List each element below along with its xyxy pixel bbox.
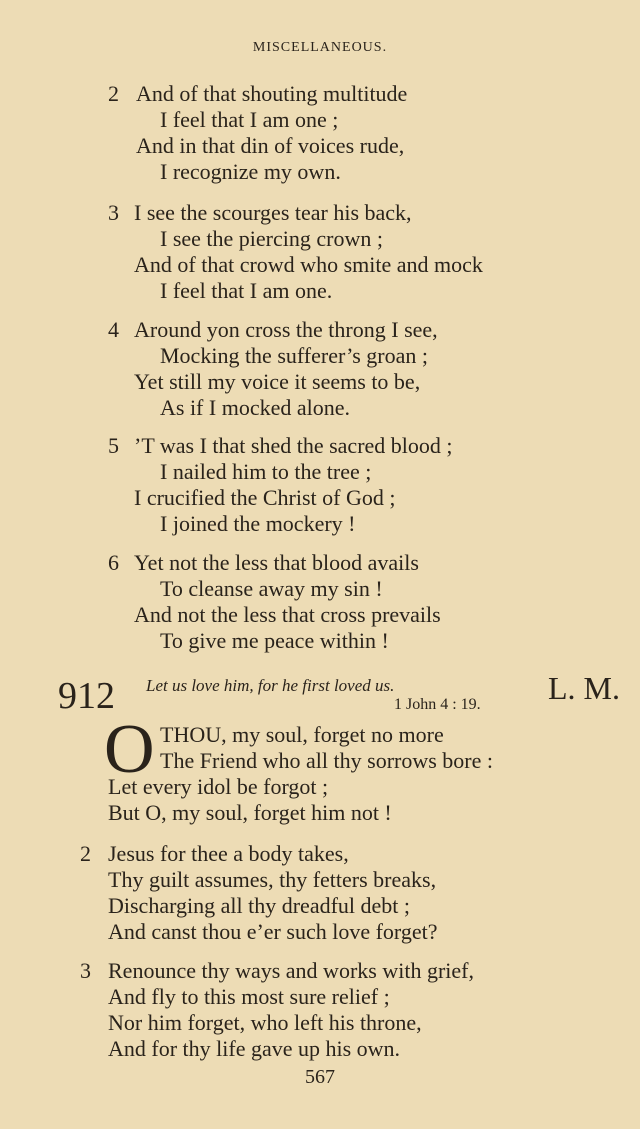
stanza-number: 3: [108, 200, 119, 225]
verse-line: And fly to this most sure relief ;: [108, 984, 390, 1009]
verse-line: Jesus for thee a body takes,: [108, 841, 349, 866]
verse-line: I feel that I am one.: [160, 278, 333, 303]
verse-line: And of that shouting multitude: [136, 81, 408, 106]
verse-line: I nailed him to the tree ;: [160, 459, 372, 484]
page-header: MISCELLANEOUS.: [252, 40, 388, 55]
verse-line: The Friend who all thy sorrows bore :: [160, 748, 493, 773]
verse-line: And not the less that cross prevails: [134, 602, 441, 627]
verse-line: As if I mocked alone.: [160, 395, 350, 420]
stanza-number: 2: [108, 81, 119, 106]
verse-line: I crucified the Christ of God ;: [134, 485, 396, 510]
verse-line: Let every idol be forgot ;: [108, 774, 329, 799]
page-number: 567: [305, 1066, 335, 1088]
stanza-number: 3: [80, 958, 91, 983]
verse-line: But O, my soul, forget him not !: [108, 800, 392, 825]
drop-cap: O: [104, 711, 155, 788]
verse-line: To give me peace within !: [160, 628, 389, 653]
verse-line: And for thy life gave up his own.: [108, 1036, 401, 1061]
verse-line: I see the piercing crown ;: [160, 226, 383, 251]
hymn-motto: Let us love him, for he first loved us.: [146, 676, 395, 695]
hymn-meter: L. M.: [548, 670, 620, 706]
verse-line: And of that crowd who smite and mock: [134, 252, 483, 277]
verse-line: THOU, my soul, forget no more: [160, 722, 444, 747]
scripture-reference: 1 John 4 : 19.: [394, 696, 481, 713]
verse-line: Yet still my voice it seems to be,: [134, 369, 421, 394]
verse-line: Discharging all thy dreadful debt ;: [108, 893, 411, 918]
verse-line: And in that din of voices rude,: [136, 133, 405, 158]
verse-line: To cleanse away my sin !: [160, 576, 383, 601]
verse-line: I recognize my own.: [160, 159, 341, 184]
verse-line: Nor him forget, who left his throne,: [108, 1010, 422, 1035]
stanza-number: 6: [108, 550, 119, 575]
verse-line: Mocking the sufferer’s groan ;: [160, 343, 429, 368]
verse-line: Yet not the less that blood avails: [134, 550, 419, 575]
verse-line: Renounce thy ways and works with grief,: [108, 958, 474, 983]
hymn-number: 912: [58, 675, 115, 717]
verse-line: Around yon cross the throng I see,: [134, 317, 438, 342]
stanza-number: 5: [108, 433, 119, 458]
verse-line: Thy guilt assumes, thy fetters breaks,: [108, 867, 437, 892]
verse-line: ’T was I that shed the sacred blood ;: [134, 433, 453, 458]
verse-line: I see the scourges tear his back,: [134, 200, 412, 225]
stanza-number: 2: [80, 841, 91, 866]
verse-line: And canst thou e’er such love forget?: [108, 919, 438, 944]
stanza-number: 4: [108, 317, 119, 342]
verse-line: I joined the mockery !: [160, 511, 356, 536]
verse-line: I feel that I am one ;: [160, 107, 339, 132]
